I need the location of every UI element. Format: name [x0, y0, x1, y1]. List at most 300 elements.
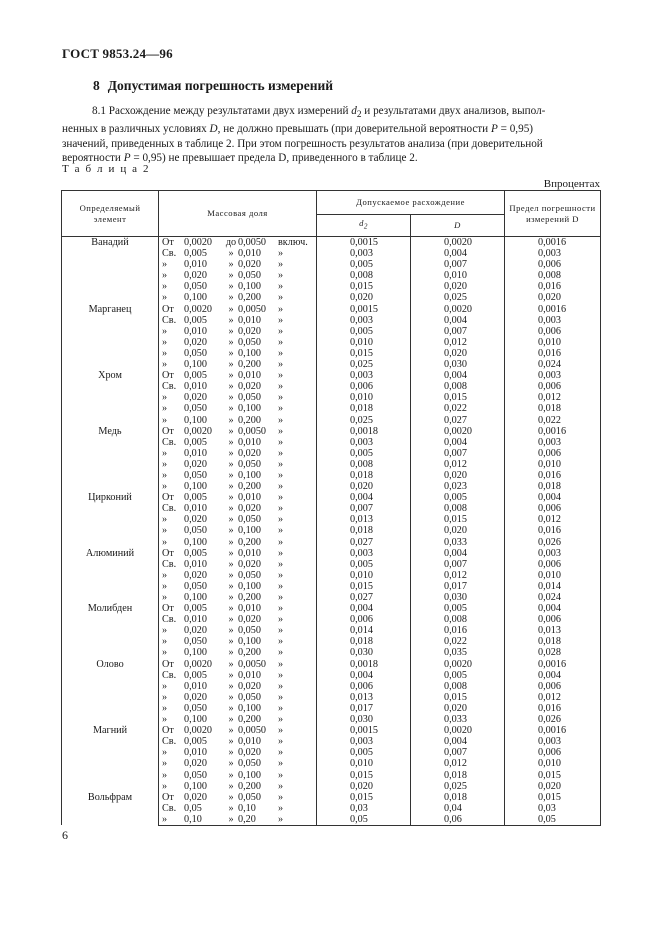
mass-inc: » — [278, 647, 284, 659]
mass-fraction-cell — [159, 514, 317, 525]
mass-pre: » — [162, 458, 168, 470]
mass-pre: » — [162, 447, 168, 459]
d2-value: 0,003 — [317, 315, 411, 326]
d2-value: 0,0018 — [317, 659, 411, 670]
mass-inc: » — [278, 802, 284, 814]
D-value: 0,06 — [411, 814, 505, 826]
D-value: 0,007 — [411, 559, 505, 570]
mass-inc: » — [278, 658, 284, 670]
error-limit-value: 0,0016 — [505, 725, 601, 736]
paragraph-line: 8.1 Расхождение между результатами двух измерений $d_2$ и результатами двух анализов, выпол- — [92, 105, 546, 121]
mass-inc: » — [278, 436, 284, 448]
mass-upto: 0,100 — [238, 580, 261, 592]
error-limit-value: 0,006 — [505, 326, 601, 337]
D-value: 0,015 — [411, 392, 505, 403]
mass-inc: » — [278, 603, 284, 615]
mass-upto: 0,100 — [238, 403, 261, 415]
error-limit-value: 0,024 — [505, 592, 601, 603]
d2-value: 0,003 — [317, 548, 411, 559]
mass-fraction-cell — [159, 736, 317, 747]
mass-inc: » — [278, 625, 284, 637]
mass-pre: От — [162, 791, 174, 803]
mass-from: 0,0020 — [184, 237, 213, 248]
element-name: Молибден — [62, 603, 159, 658]
mass-upto: 0,050 — [238, 514, 261, 526]
d2-value: 0,010 — [317, 337, 411, 348]
error-limit-value: 0,010 — [505, 570, 601, 581]
element-name: Магний — [62, 725, 159, 792]
mass-upto: 0,010 — [238, 492, 261, 504]
mass-to: » — [228, 458, 234, 470]
mass-inc: » — [278, 403, 284, 415]
mass-inc: » — [278, 492, 284, 504]
D-value: 0,008 — [411, 503, 505, 514]
mass-to: » — [228, 813, 234, 825]
mass-pre: » — [162, 259, 168, 271]
mass-from: 0,100 — [184, 780, 207, 792]
d2-value: 0,004 — [317, 603, 411, 614]
D-value: 0,022 — [411, 403, 505, 414]
mass-fraction-cell — [159, 614, 317, 625]
mass-fraction-cell — [159, 803, 317, 814]
mass-pre: » — [162, 403, 168, 415]
D-value: 0,020 — [411, 348, 505, 359]
mass-upto: 0,200 — [238, 714, 261, 726]
mass-to: » — [228, 392, 234, 404]
D-value: 0,0020 — [411, 725, 505, 736]
d2-value: 0,018 — [317, 525, 411, 536]
mass-to: » — [228, 614, 234, 626]
mass-inc: » — [278, 481, 284, 493]
error-limit-value: 0,004 — [505, 670, 601, 681]
error-limit-value: 0,003 — [505, 370, 601, 381]
error-limit-value: 0,018 — [505, 636, 601, 647]
d2-value: 0,05 — [317, 814, 411, 826]
mass-fraction-cell — [159, 548, 317, 559]
mass-fraction-cell — [159, 237, 317, 249]
mass-inc: » — [278, 392, 284, 404]
d2-value: 0,013 — [317, 514, 411, 525]
header-D: D — [411, 215, 505, 237]
mass-from: 0,020 — [184, 514, 207, 526]
mass-inc: » — [278, 281, 284, 293]
mass-inc: » — [278, 592, 284, 603]
mass-to: до — [225, 237, 237, 248]
mass-upto: 0,100 — [238, 347, 261, 359]
d2-value: 0,015 — [317, 281, 411, 292]
mass-to: » — [228, 436, 234, 448]
mass-fraction-cell — [159, 304, 317, 315]
error-limit-value: 0,03 — [505, 803, 601, 814]
D-value: 0,004 — [411, 548, 505, 559]
mass-from: 0,050 — [184, 469, 207, 481]
header-mass: Массовая доля — [159, 191, 317, 237]
mass-to: » — [228, 403, 234, 415]
mass-to: » — [228, 758, 234, 770]
mass-to: » — [228, 791, 234, 803]
mass-fraction-cell — [159, 348, 317, 359]
paragraph-line: ненных в различных условиях D, не должно превышать (при доверительной вероятности P = 0,95) — [62, 123, 534, 136]
D-value: 0,012 — [411, 758, 505, 769]
d2-value: 0,005 — [317, 559, 411, 570]
mass-pre: От — [162, 603, 174, 615]
header-allowed-discrepancy: Допускаемое расхождение — [317, 191, 505, 215]
error-limit-value: 0,022 — [505, 415, 601, 426]
mass-inc: » — [278, 325, 284, 337]
mass-pre: Св. — [162, 436, 177, 448]
mass-to: » — [228, 736, 234, 748]
d2-value: 0,006 — [317, 681, 411, 692]
mass-upto: 0,010 — [238, 669, 261, 681]
mass-fraction-cell — [159, 747, 317, 758]
D-value: 0,020 — [411, 281, 505, 292]
element-name: Олово — [62, 659, 159, 726]
mass-from: 0,020 — [184, 458, 207, 470]
mass-fraction-cell — [159, 459, 317, 470]
mass-from: 0,0020 — [184, 303, 213, 315]
mass-from: 0,05 — [184, 802, 202, 814]
mass-pre: Св. — [162, 558, 177, 570]
mass-to: » — [228, 270, 234, 282]
mass-fraction-cell — [159, 315, 317, 326]
d2-value: 0,020 — [317, 781, 411, 792]
d2-value: 0,027 — [317, 592, 411, 603]
mass-to: » — [228, 680, 234, 692]
D-value: 0,004 — [411, 315, 505, 326]
mass-fraction-cell — [159, 714, 317, 725]
mass-upto: 0,200 — [238, 359, 261, 371]
mass-from: 0,020 — [184, 691, 207, 703]
error-limit-value: 0,013 — [505, 625, 601, 636]
mass-pre: Св. — [162, 248, 177, 260]
mass-to: » — [228, 714, 234, 726]
mass-fraction-cell — [159, 437, 317, 448]
mass-inc: » — [278, 381, 284, 393]
mass-upto: 0,020 — [238, 747, 261, 759]
mass-pre: » — [162, 469, 168, 481]
d2-value: 0,008 — [317, 270, 411, 281]
mass-inc: » — [278, 569, 284, 581]
d2-value: 0,004 — [317, 670, 411, 681]
mass-upto: 0,050 — [238, 625, 261, 637]
D-value: 0,007 — [411, 326, 505, 337]
mass-to: » — [228, 469, 234, 481]
mass-fraction-cell — [159, 692, 317, 703]
mass-fraction-cell — [159, 392, 317, 403]
mass-fraction-cell — [159, 537, 317, 548]
mass-fraction-cell — [159, 636, 317, 647]
mass-pre: От — [162, 547, 174, 559]
mass-from: 0,020 — [184, 791, 207, 803]
mass-to: » — [228, 303, 234, 315]
mass-to: » — [228, 702, 234, 714]
mass-inc: » — [278, 425, 284, 437]
D-value: 0,0020 — [411, 659, 505, 670]
paragraph-line: вероятности P = 0,95) не превышает предела D, приведенного в таблице 2. — [62, 151, 418, 164]
d2-value: 0,015 — [317, 792, 411, 803]
mass-fraction-cell — [159, 647, 317, 658]
d2-value: 0,015 — [317, 770, 411, 781]
mass-pre: Св. — [162, 802, 177, 814]
section-title — [93, 78, 333, 94]
error-limit-value: 0,016 — [505, 470, 601, 481]
mass-inc: » — [278, 314, 284, 326]
mass-from: 0,020 — [184, 392, 207, 404]
mass-upto: 0,0050 — [238, 237, 267, 248]
table-row — [62, 492, 601, 503]
error-limit-value: 0,016 — [505, 525, 601, 536]
mass-inc: » — [278, 558, 284, 570]
mass-fraction-cell — [159, 370, 317, 381]
mass-upto: 0,20 — [238, 813, 256, 825]
error-limit-value: 0,010 — [505, 758, 601, 769]
mass-fraction-cell — [159, 270, 317, 281]
D-value: 0,018 — [411, 792, 505, 803]
mass-fraction-cell — [159, 670, 317, 681]
mass-pre: » — [162, 625, 168, 637]
D-value: 0,007 — [411, 747, 505, 758]
error-limit-value: 0,012 — [505, 392, 601, 403]
D-value: 0,035 — [411, 647, 505, 658]
D-value: 0,027 — [411, 415, 505, 426]
mass-pre: » — [162, 525, 168, 537]
D-value: 0,007 — [411, 448, 505, 459]
d2-value: 0,004 — [317, 492, 411, 503]
mass-upto: 0,020 — [238, 558, 261, 570]
d2-value: 0,0018 — [317, 426, 411, 437]
D-value: 0,005 — [411, 603, 505, 614]
d2-value: 0,010 — [317, 570, 411, 581]
D-value: 0,025 — [411, 292, 505, 303]
D-value: 0,005 — [411, 492, 505, 503]
error-limit-value: 0,016 — [505, 348, 601, 359]
d2-value: 0,007 — [317, 503, 411, 514]
mass-to: » — [228, 359, 234, 371]
table-row — [62, 426, 601, 437]
mass-fraction-cell — [159, 758, 317, 769]
mass-to: » — [228, 636, 234, 648]
mass-from: 0,010 — [184, 503, 207, 515]
mass-fraction-cell — [159, 725, 317, 736]
D-value: 0,033 — [411, 537, 505, 548]
mass-inc: » — [278, 469, 284, 481]
D-value: 0,025 — [411, 781, 505, 792]
mass-inc: включ. — [278, 237, 308, 248]
mass-to: » — [228, 647, 234, 659]
error-limit-value: 0,010 — [505, 337, 601, 348]
mass-fraction-cell — [159, 659, 317, 670]
mass-fraction-cell — [159, 403, 317, 414]
error-limit-value: 0,006 — [505, 681, 601, 692]
mass-to: » — [228, 691, 234, 703]
mass-fraction-cell — [159, 603, 317, 614]
error-limit-value: 0,014 — [505, 581, 601, 592]
mass-upto: 0,10 — [238, 802, 256, 814]
d2-value: 0,0015 — [317, 725, 411, 736]
mass-to: » — [228, 336, 234, 348]
mass-from: 0,010 — [184, 447, 207, 459]
mass-inc: » — [278, 248, 284, 260]
paragraph-8-1 — [62, 104, 600, 165]
mass-pre: » — [162, 702, 168, 714]
D-value: 0,007 — [411, 259, 505, 270]
mass-pre: » — [162, 392, 168, 404]
table-row — [62, 725, 601, 736]
error-limit-value: 0,008 — [505, 270, 601, 281]
mass-inc: » — [278, 359, 284, 371]
d2-value: 0,015 — [317, 581, 411, 592]
mass-upto: 0,050 — [238, 270, 261, 282]
mass-inc: » — [278, 725, 284, 737]
mass-from: 0,100 — [184, 647, 207, 659]
mass-fraction-cell — [159, 703, 317, 714]
D-value: 0,008 — [411, 381, 505, 392]
mass-pre: От — [162, 370, 174, 382]
mass-inc: » — [278, 347, 284, 359]
table-row — [62, 370, 601, 381]
mass-upto: 0,050 — [238, 758, 261, 770]
table-row — [62, 548, 601, 559]
error-limit-value: 0,006 — [505, 503, 601, 514]
mass-fraction-cell — [159, 326, 317, 337]
D-value: 0,030 — [411, 592, 505, 603]
d2-value: 0,008 — [317, 459, 411, 470]
mass-fraction-cell — [159, 281, 317, 292]
D-value: 0,0020 — [411, 237, 505, 249]
mass-inc: » — [278, 580, 284, 592]
mass-to: » — [228, 780, 234, 792]
mass-fraction-cell — [159, 581, 317, 592]
D-value: 0,030 — [411, 359, 505, 370]
d2-value: 0,030 — [317, 647, 411, 658]
mass-fraction-cell — [159, 248, 317, 259]
mass-inc: » — [278, 514, 284, 526]
D-value: 0,004 — [411, 437, 505, 448]
mass-upto: 0,010 — [238, 370, 261, 382]
table-row — [62, 603, 601, 614]
table-2 — [61, 190, 600, 826]
d2-value: 0,003 — [317, 370, 411, 381]
error-limit-value: 0,006 — [505, 259, 601, 270]
element-name: Медь — [62, 426, 159, 493]
d2-value: 0,018 — [317, 470, 411, 481]
mass-pre: » — [162, 514, 168, 526]
mass-inc: » — [278, 458, 284, 470]
mass-fraction-cell — [159, 770, 317, 781]
D-value: 0,016 — [411, 625, 505, 636]
mass-inc: » — [278, 791, 284, 803]
mass-upto: 0,100 — [238, 281, 261, 293]
mass-to: » — [228, 425, 234, 437]
mass-to: » — [228, 625, 234, 637]
mass-pre: От — [162, 303, 174, 315]
mass-to: » — [228, 292, 234, 304]
mass-fraction-cell — [159, 448, 317, 459]
mass-to: » — [228, 314, 234, 326]
d2-value: 0,030 — [317, 714, 411, 725]
D-value: 0,004 — [411, 370, 505, 381]
mass-upto: 0,010 — [238, 736, 261, 748]
mass-fraction-cell — [159, 525, 317, 536]
mass-inc: » — [278, 259, 284, 271]
mass-from: 0,100 — [184, 536, 207, 548]
error-limit-value: 0,016 — [505, 281, 601, 292]
error-limit-value: 0,028 — [505, 647, 601, 658]
mass-pre: » — [162, 359, 168, 371]
mass-from: 0,050 — [184, 702, 207, 714]
mass-to: » — [228, 769, 234, 781]
mass-fraction-cell — [159, 337, 317, 348]
mass-inc: » — [278, 758, 284, 770]
mass-pre: От — [162, 425, 174, 437]
mass-inc: » — [278, 714, 284, 726]
d2-value: 0,017 — [317, 703, 411, 714]
d2-value: 0,018 — [317, 403, 411, 414]
mass-pre: » — [162, 481, 168, 493]
mass-pre: » — [162, 281, 168, 293]
d2-value: 0,003 — [317, 437, 411, 448]
d2-value: 0,025 — [317, 359, 411, 370]
d2-value: 0,025 — [317, 415, 411, 426]
mass-from: 0,020 — [184, 758, 207, 770]
table-body — [62, 237, 601, 826]
mass-upto: 0,020 — [238, 447, 261, 459]
element-name: Марганец — [62, 304, 159, 371]
table-row — [62, 659, 601, 670]
mass-inc: » — [278, 680, 284, 692]
D-value: 0,0020 — [411, 426, 505, 437]
mass-upto: 0,020 — [238, 680, 261, 692]
element-name: Цирконий — [62, 492, 159, 547]
mass-from: 0,005 — [184, 248, 207, 260]
mass-fraction-cell — [159, 470, 317, 481]
mass-fraction-cell — [159, 814, 317, 826]
mass-pre: » — [162, 569, 168, 581]
error-limit-value: 0,003 — [505, 437, 601, 448]
d2-value: 0,010 — [317, 758, 411, 769]
mass-inc: » — [278, 747, 284, 759]
error-limit-value: 0,012 — [505, 692, 601, 703]
table-units: Впроцентах — [543, 178, 600, 190]
mass-from: 0,020 — [184, 270, 207, 282]
D-value: 0,012 — [411, 459, 505, 470]
mass-from: 0,010 — [184, 680, 207, 692]
mass-from: 0,005 — [184, 669, 207, 681]
error-limit-value: 0,026 — [505, 714, 601, 725]
element-name: Вольфрам — [62, 792, 159, 826]
error-limit-value: 0,003 — [505, 736, 601, 747]
mass-fraction-cell — [159, 792, 317, 803]
error-limit-value: 0,0016 — [505, 659, 601, 670]
mass-inc: » — [278, 547, 284, 559]
mass-upto: 0,100 — [238, 469, 261, 481]
D-value: 0,020 — [411, 703, 505, 714]
mass-from: 0,050 — [184, 525, 207, 537]
mass-upto: 0,200 — [238, 592, 261, 603]
mass-pre: » — [162, 414, 168, 426]
mass-pre: » — [162, 714, 168, 726]
mass-upto: 0,010 — [238, 547, 261, 559]
element-name: Хром — [62, 370, 159, 425]
mass-pre: От — [162, 725, 174, 737]
mass-pre: » — [162, 292, 168, 304]
mass-fraction-cell — [159, 426, 317, 437]
error-limit-value: 0,003 — [505, 548, 601, 559]
mass-to: » — [228, 492, 234, 504]
mass-upto: 0,050 — [238, 569, 261, 581]
mass-pre: » — [162, 780, 168, 792]
mass-pre: » — [162, 325, 168, 337]
